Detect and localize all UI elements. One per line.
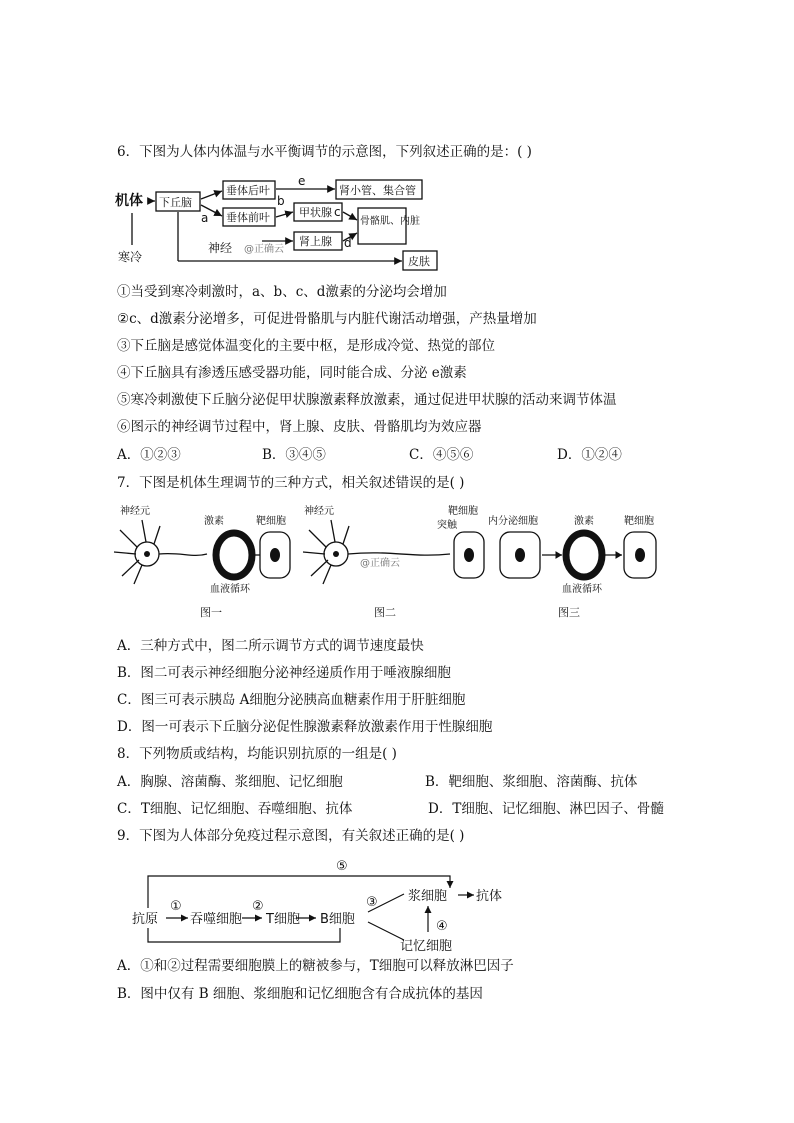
q7-fig1-label: 图一 xyxy=(200,606,222,619)
q9-option-a: A．①和②过程需要细胞膜上的糖被参与，T细胞可以释放淋巴因子 xyxy=(117,958,514,974)
q9-antigen-label: 抗原 xyxy=(132,912,159,927)
q6-statement-2: ②c、d激素分泌增多，可促进骨骼肌与内脏代谢活动增强，产热量增加 xyxy=(117,311,537,327)
q9-circle-5: ⑤ xyxy=(336,859,348,874)
q7-fig3-label: 图三 xyxy=(558,606,580,619)
q8-option-d: D．T细胞、记忆细胞、淋巴因子、骨髓 xyxy=(428,801,664,817)
q6-statement-5: ⑤寒冷刺激使下丘脑分泌促甲状腺激素释放激素，通过促进甲状腺的活动来调节体温 xyxy=(117,392,617,408)
q7-blood-label-1: 血液循环 xyxy=(210,584,250,595)
q9-tcell-label: T细胞 xyxy=(266,912,300,927)
q8-option-a: A．胸腺、溶菌酶、浆细胞、记忆细胞 xyxy=(117,774,343,790)
q7-target-label-2: 靶细胞 xyxy=(448,506,478,517)
q6-option-c: C．④⑤⑥ xyxy=(409,447,474,463)
q6-label-a: a xyxy=(201,211,209,225)
q9-memory-label: 记忆细胞 xyxy=(400,939,453,952)
q6-label-c: c xyxy=(334,205,341,219)
q6-diagram xyxy=(112,175,442,275)
q9-circle-3: ③ xyxy=(366,895,378,910)
q6-thyroid-label: 甲状腺 xyxy=(299,206,332,219)
q7-endocrine-label: 内分泌细胞 xyxy=(488,516,538,527)
q6-option-d: D．①②④ xyxy=(557,447,622,463)
q9-stem: 9．下图为人体部分免疫过程示意图，有关叙述正确的是( ) xyxy=(117,828,465,844)
q7-fig2-label: 图二 xyxy=(374,606,396,619)
q9-bcell-label: B细胞 xyxy=(320,912,355,927)
q9-plasma-label: 浆细胞 xyxy=(408,889,448,904)
q8-option-c: C．T细胞、记忆细胞、吞噬细胞、抗体 xyxy=(117,801,353,817)
q7-stem: 7．下图是机体生理调节的三种方式，相关叙述错误的是( ) xyxy=(117,475,465,491)
q6-label-b: b xyxy=(277,194,285,208)
q7-watermark: @正确云 xyxy=(360,558,400,569)
q9-circle-2: ② xyxy=(252,899,264,914)
q6-watermark: @正确云 xyxy=(244,244,284,255)
q7-blood-label-3: 血液循环 xyxy=(562,584,602,595)
q6-kidney-label: 肾小管、集合管 xyxy=(339,184,416,197)
q7-diagram xyxy=(112,502,672,624)
q6-nerve-label: 神经 xyxy=(208,241,233,255)
q6-statement-1: ①当受到寒冷刺激时，a、b、c、d激素的分泌均会增加 xyxy=(117,284,447,300)
q6-label-d: d xyxy=(344,236,352,250)
q6-muscle-label: 骨骼肌、内脏 xyxy=(360,216,420,227)
q7-target-label-3: 靶细胞 xyxy=(624,516,654,527)
q7-hormone-label-3: 激素 xyxy=(574,516,594,527)
q6-cold-label: 寒冷 xyxy=(118,250,143,264)
q7-neuron-label-1: 神经元 xyxy=(120,506,150,517)
q7-target-label-1: 靶细胞 xyxy=(256,516,286,527)
q8-option-b: B．靶细胞、浆细胞、溶菌酶、抗体 xyxy=(425,774,638,790)
q9-circle-1: ① xyxy=(170,899,182,914)
q9-diagram xyxy=(130,856,510,952)
q6-anterior-pituitary-label: 垂体前叶 xyxy=(226,211,270,224)
q6-body-label: 机体 xyxy=(115,193,143,209)
q6-skin-label: 皮肤 xyxy=(408,255,430,268)
q9-phagocyte-label: 吞噬细胞 xyxy=(190,912,243,927)
q6-statement-3: ③下丘脑是感觉体温变化的主要中枢，是形成冷觉、热觉的部位 xyxy=(117,338,495,354)
q7-neuron-label-2: 神经元 xyxy=(304,506,334,517)
q9-circle-4: ④ xyxy=(436,919,448,934)
q7-hormone-label-1: 激素 xyxy=(204,516,224,527)
q6-posterior-pituitary-label: 垂体后叶 xyxy=(226,184,270,197)
q7-option-a: A．三种方式中，图二所示调节方式的调节速度最快 xyxy=(117,638,424,654)
q9-option-b: B．图中仅有 B 细胞、浆细胞和记忆细胞含有合成抗体的基因 xyxy=(117,986,483,1002)
q7-synapse-label: 突触 xyxy=(437,520,457,531)
q6-stem: 6．下图为人体内体温与水平衡调节的示意图，下列叙述正确的是：( ) xyxy=(117,144,532,160)
q6-option-b: B．③④⑤ xyxy=(262,447,326,463)
q6-label-e: e xyxy=(298,175,306,188)
q8-stem: 8．下列物质或结构，均能识别抗原的一组是( ) xyxy=(117,746,397,762)
q7-option-c: C．图三可表示胰岛 A细胞分泌胰高血糖素作用于肝脏细胞 xyxy=(117,692,466,708)
q6-adrenal-label: 肾上腺 xyxy=(299,235,332,248)
q6-statement-6: ⑥图示的神经调节过程中，肾上腺、皮肤、骨骼肌均为效应器 xyxy=(117,419,482,435)
q7-option-b: B．图二可表示神经细胞分泌神经递质作用于唾液腺细胞 xyxy=(117,665,451,681)
q9-antibody-label: 抗体 xyxy=(476,889,503,904)
q6-option-a: A．①②③ xyxy=(117,447,181,463)
q6-hypothalamus-label: 下丘脑 xyxy=(159,196,192,209)
q6-statement-4: ④下丘脑具有渗透压感受器功能，同时能合成、分泌 e激素 xyxy=(117,365,467,381)
q7-option-d: D．图一可表示下丘脑分泌促性腺激素释放激素作用于性腺细胞 xyxy=(117,719,493,735)
